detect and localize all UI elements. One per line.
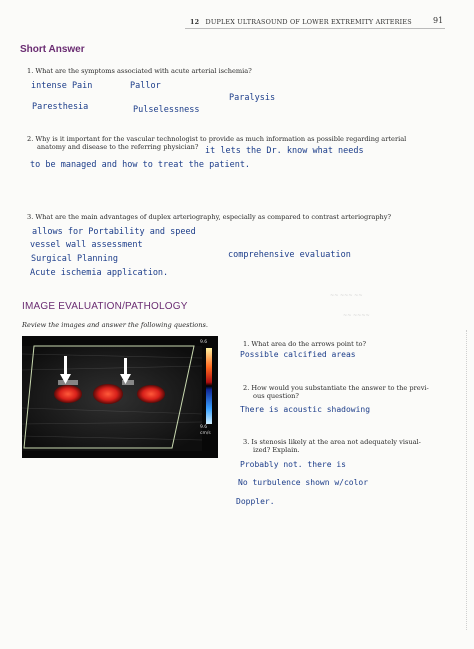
answer-3-advantage: vessel wall assessment [30, 240, 143, 250]
image-answer-1: Possible calcified areas [240, 350, 356, 359]
running-header [190, 18, 412, 26]
color-scale-unit: cm/s [200, 431, 211, 436]
color-scale-bottom: 9.6 [200, 425, 208, 430]
image-question-3-line-1: 3. Is stenosis likely at the area not adequately visual- [243, 438, 421, 446]
answer-3-advantage: allows for Portability and speed [32, 227, 196, 237]
ultrasound-graphic [22, 336, 218, 458]
page-number: 91 [433, 16, 444, 25]
image-answer-2: There is acoustic shadowing [240, 405, 371, 414]
page-edge-marks [466, 330, 470, 630]
question-2-line-1: 2. Why is it important for the vascular technologist to provide as much information as possible regarding arterial [27, 135, 407, 143]
chapter-title: DUPLEX ULTRASOUND OF LOWER EXTREMITY ARTERIES [205, 18, 412, 26]
answer-3-advantage: comprehensive evaluation [228, 250, 351, 260]
chapter-number: 12 [190, 18, 200, 26]
image-eval-instructions: Review the images and answer the following questions. [22, 321, 208, 329]
image-eval-title: IMAGE EVALUATION/PATHOLOGY [22, 301, 188, 312]
image-question-1: 1. What area do the arrows point to? [243, 340, 367, 348]
show-through-mark: ~~ ~~~~ [343, 313, 370, 319]
show-through-mark: ~~ ~~~ ~~ [330, 293, 363, 299]
answer-1-symptom: Pulselessness [133, 105, 200, 115]
answer-3-advantage: Acute ischemia application. [30, 268, 169, 278]
color-scale-top: 9.6 [200, 340, 208, 345]
image-answer-3-line-1: Probably not. there is [240, 460, 346, 469]
answer-1-symptom: intense Pain [31, 81, 93, 91]
answer-1-symptom: Pallor [130, 81, 161, 91]
answer-3-advantage: Surgical Planning [31, 254, 118, 264]
short-answer-title: Short Answer [20, 44, 85, 55]
question-3: 3. What are the main advantages of duplex arteriography, especially as compared to contrast arteriography? [27, 213, 392, 221]
answer-2-line-2: to be managed and how to treat the patient. [30, 160, 251, 170]
question-1: 1. What are the symptoms associated with acute arterial ischemia? [27, 67, 252, 75]
image-question-2-line-2: ous question? [253, 392, 299, 400]
image-question-3-line-2: ized? Explain. [253, 446, 300, 454]
image-answer-3-line-3: Doppler. [236, 497, 275, 506]
image-answer-3-line-2: No turbulence shown w/color [238, 478, 369, 487]
header-rule [185, 28, 445, 29]
question-2-line-2: anatomy and disease to the referring physician? [37, 143, 199, 151]
answer-2-line-1: it lets the Dr. know what needs [205, 146, 364, 156]
answer-1-symptom: Paralysis [229, 93, 276, 103]
ultrasound-image [22, 336, 218, 458]
answer-1-symptom: Paresthesia [32, 102, 89, 112]
image-question-2-line-1: 2. How would you substantiate the answer to the previ- [243, 384, 429, 392]
